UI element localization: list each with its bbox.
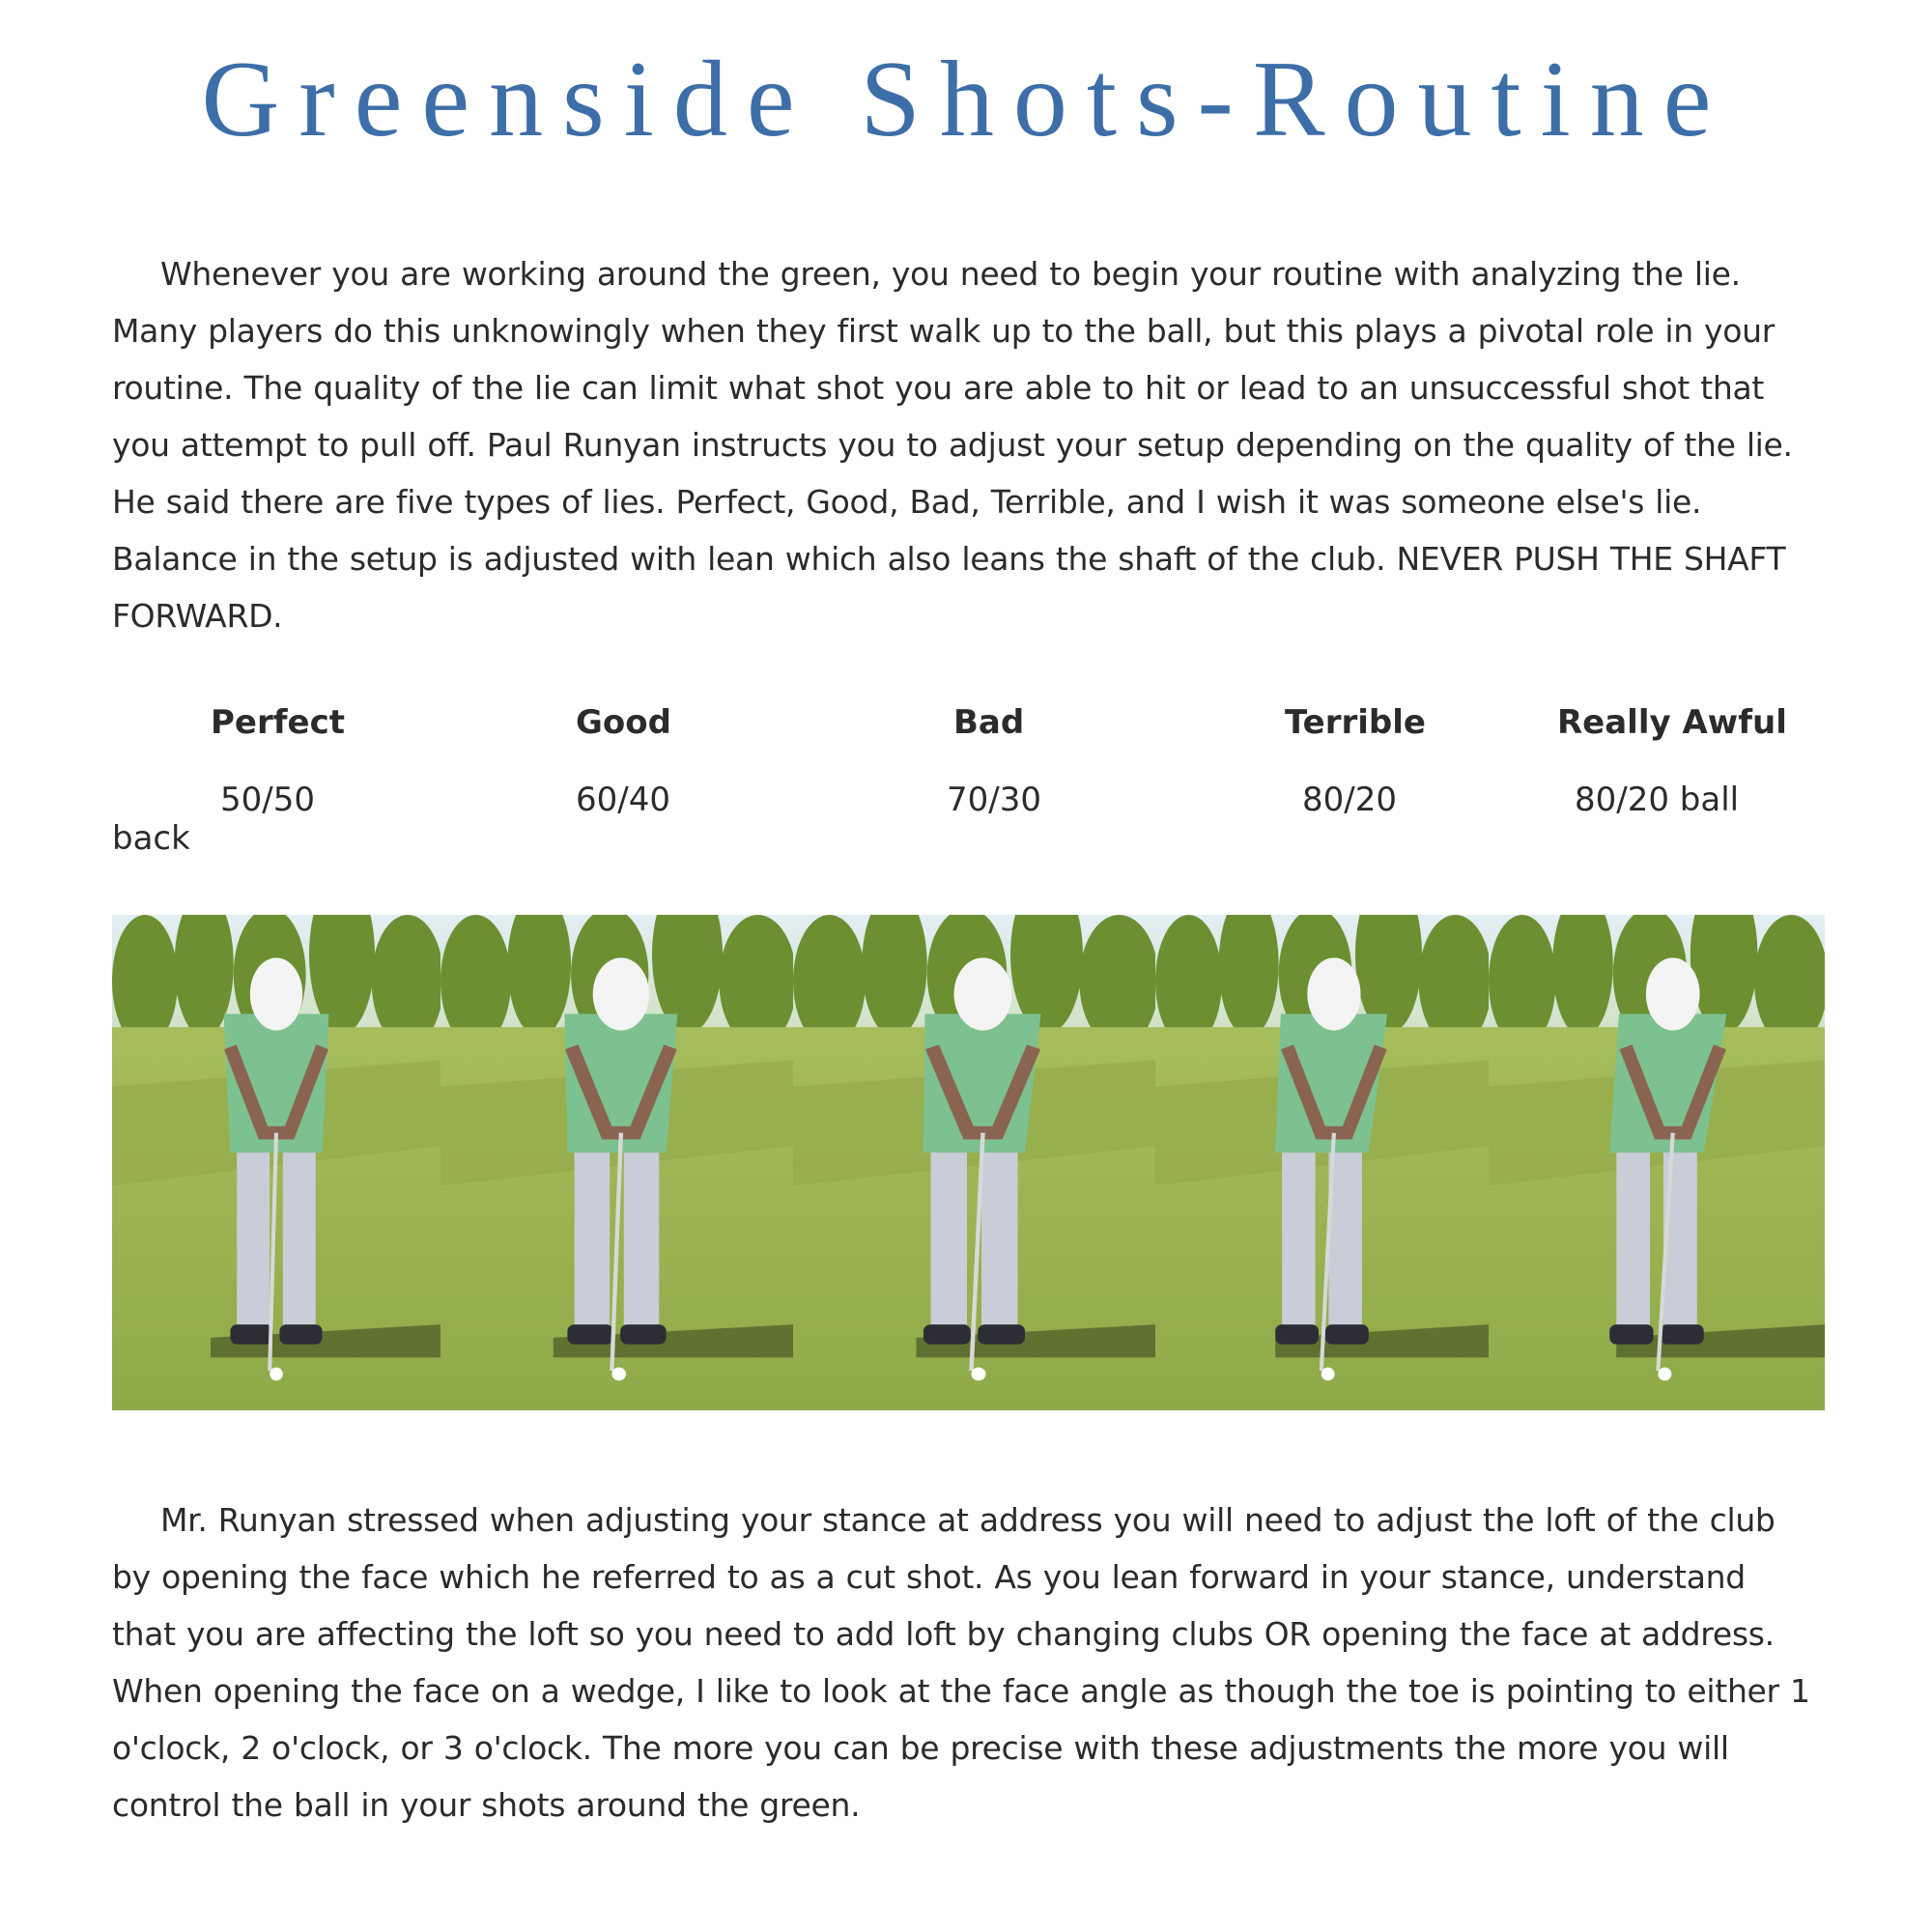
shoes [923,1324,971,1345]
lie-balance-terrible: 80/20 [1302,781,1397,819]
legs [931,1146,968,1331]
page-title: Greenside Shots-Routine [201,40,1731,159]
lie-label-good: Good [576,703,671,742]
golfer-photo-perfect [112,915,440,1410]
golfer-illustration [793,915,1155,1410]
legs [1616,1146,1650,1331]
golf-ball [611,1368,626,1381]
lie-balance-really-awful: 80/20 ball [1575,781,1740,819]
lie-balance-good: 60/40 [576,781,670,819]
shoes [230,1324,272,1345]
golfer-photo-good [440,915,793,1410]
intro-paragraph-text: Whenever you are working around the green, you need to begin your routine with analyzing the lie. Many players do this unknowingly when they first walk up to the ball, but this plays a pivotal role in your routine. The quality of the lie can limit what shot you are able to hit or lead to an unsuccessful shot that you attempt to pull off. Paul Runyan instructs you to adjust your setup depending on the quality of the lie. He said there are five types of lies. Perfect, Good, Bad, Terrible, and I wish it was someone else's lie. Balance in the setup is adjusted with lean which also leans the shaft of the club. NEVER PUSH THE SHAFT FORWARD. [112,255,1793,635]
intro-paragraph [112,245,1812,644]
golfer-illustration [440,915,793,1410]
cap [593,957,649,1030]
cap [250,957,302,1030]
golfer-illustration [112,915,440,1410]
shoes [1275,1324,1319,1345]
shoes [1609,1324,1653,1345]
golfer-photo-bad [793,915,1155,1410]
loft-paragraph-text: Mr. Runyan stressed when adjusting your stance at address you will need to adjust the loft of the club by opening the face which he referred to as a cut shot. As you lean forward in your stance, understand that you are affecting the loft so you need to add loft by changing clubs OR opening the face at address. When opening the face on a wedge, I like to look at the face angle as though the toe is pointing to either 1 o'clock, 2 o'clock, or 3 o'clock. The more you can be precise with these adjustments the more you will control the ball in your shots around the green. [112,1501,1810,1824]
lie-balance-bad: 70/30 [947,781,1041,819]
loft-paragraph [112,1492,1812,1833]
golfer-photo-terrible [1155,915,1489,1410]
lie-label-perfect: Perfect [211,703,346,742]
golfer-photo-really-awful [1489,915,1825,1410]
golfer-illustration [1155,915,1489,1410]
legs [237,1146,270,1331]
golf-ball [270,1368,283,1381]
cap [1307,957,1360,1030]
legs [575,1146,611,1331]
lie-label-terrible: Terrible [1285,703,1426,742]
golfer-illustration [1489,915,1825,1410]
cap [1646,957,1700,1030]
golf-ball [1321,1368,1335,1381]
lie-label-really-awful: Really Awful [1557,703,1787,742]
legs [1282,1146,1316,1331]
golf-ball [1658,1368,1671,1381]
cap [954,957,1012,1030]
golfer-photo-strip [112,915,1825,1410]
golf-ball [972,1368,986,1381]
lie-balance-overflow-text: back [112,819,190,858]
lie-balance-perfect: 50/50 [220,781,315,819]
shoes [567,1324,612,1345]
lie-label-bad: Bad [953,703,1025,742]
